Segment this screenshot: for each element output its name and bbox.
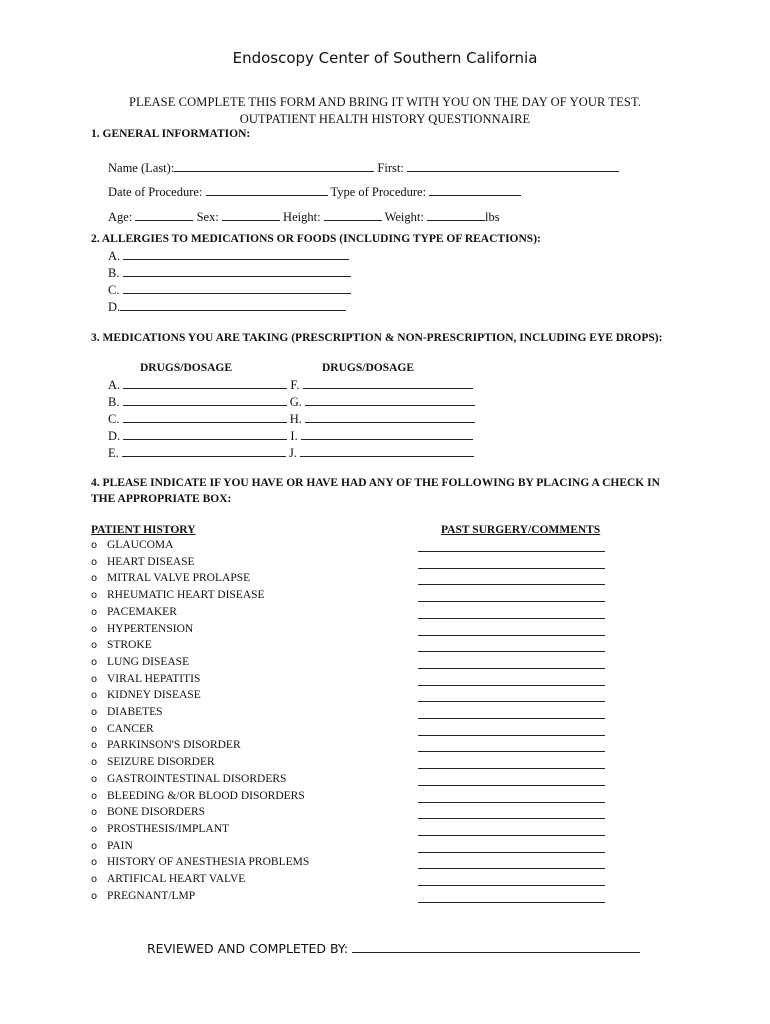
history-item-label: MITRAL VALVE PROLAPSE bbox=[107, 572, 251, 585]
comment-field[interactable] bbox=[418, 700, 605, 702]
history-item bbox=[91, 873, 245, 885]
history-item-label: SEIZURE DISORDER bbox=[107, 756, 215, 769]
comment-field[interactable] bbox=[418, 667, 605, 669]
checkbox-bullet[interactable]: o bbox=[91, 740, 98, 752]
allergy-field[interactable] bbox=[120, 299, 346, 311]
allergy-label: A. bbox=[108, 249, 121, 263]
type-of-procedure-label: Type of Procedure: bbox=[330, 185, 427, 199]
patient-history-header: PATIENT HISTORY bbox=[91, 524, 196, 536]
medication-field[interactable] bbox=[122, 445, 286, 457]
allergy-row bbox=[108, 299, 346, 315]
medication-row bbox=[108, 394, 475, 410]
past-surgery-header: PAST SURGERY/COMMENTS bbox=[441, 524, 601, 536]
height-field[interactable] bbox=[324, 209, 382, 221]
checkbox-bullet[interactable]: o bbox=[91, 857, 98, 869]
form-subtitle: OUTPATIENT HEALTH HISTORY QUESTIONNAIRE bbox=[239, 112, 531, 126]
medication-label: E. bbox=[108, 446, 119, 460]
comment-field[interactable] bbox=[418, 550, 605, 552]
checkbox-bullet[interactable]: o bbox=[91, 540, 98, 551]
comment-field[interactable] bbox=[418, 784, 605, 786]
comment-field[interactable] bbox=[418, 767, 605, 769]
history-item-label: HISTORY OF ANESTHESIA PROBLEMS bbox=[107, 856, 310, 869]
history-item-label: KIDNEY DISEASE bbox=[107, 689, 201, 702]
checkbox-bullet[interactable]: o bbox=[91, 807, 98, 819]
medication-field[interactable] bbox=[301, 428, 473, 440]
history-item bbox=[91, 890, 195, 902]
medication-field[interactable] bbox=[123, 428, 287, 440]
history-item-label: ARTIFICAL HEART VALVE bbox=[107, 873, 246, 885]
history-item bbox=[91, 623, 193, 635]
allergy-row bbox=[108, 265, 351, 281]
history-item-label: BONE DISORDERS bbox=[107, 806, 206, 819]
history-item bbox=[91, 856, 309, 868]
checkbox-bullet[interactable]: o bbox=[91, 790, 98, 802]
medication-field[interactable] bbox=[123, 411, 287, 423]
name-last-field[interactable] bbox=[174, 160, 374, 172]
weight-label: Weight: bbox=[384, 210, 424, 224]
comment-field[interactable] bbox=[418, 884, 605, 886]
medication-row bbox=[108, 377, 473, 393]
name-last-label: Name (Last): bbox=[108, 161, 175, 175]
comment-field[interactable] bbox=[418, 717, 605, 719]
reviewed-by-label: REVIEWED AND COMPLETED BY: bbox=[147, 941, 349, 956]
comment-field[interactable] bbox=[418, 817, 605, 819]
sex-label: Sex: bbox=[196, 210, 219, 224]
checkbox-bullet[interactable]: o bbox=[91, 707, 98, 718]
history-item-label: STROKE bbox=[107, 639, 152, 652]
comment-field[interactable] bbox=[418, 851, 605, 853]
allergy-label: C. bbox=[108, 283, 120, 297]
medication-label: A. bbox=[108, 378, 121, 392]
history-item-label: HEART DISEASE bbox=[107, 555, 195, 568]
checkbox-bullet[interactable]: o bbox=[91, 640, 98, 652]
medication-field[interactable] bbox=[123, 377, 287, 389]
comment-field[interactable] bbox=[418, 801, 605, 803]
history-item bbox=[91, 756, 215, 768]
history-item bbox=[91, 706, 163, 718]
history-item bbox=[91, 723, 154, 735]
comment-field[interactable] bbox=[418, 834, 605, 836]
history-item-label: GASTROINTESTINAL DISORDERS bbox=[107, 772, 287, 785]
checkbox-bullet[interactable]: o bbox=[91, 773, 98, 785]
allergy-field[interactable] bbox=[123, 265, 351, 277]
medication-label: C. bbox=[108, 412, 120, 426]
type-of-procedure-field[interactable] bbox=[429, 184, 521, 196]
history-item bbox=[91, 589, 265, 601]
checkbox-bullet[interactable]: o bbox=[91, 890, 98, 902]
section-history-heading-line2: THE APPROPRIATE BOX: bbox=[91, 493, 232, 505]
allergy-row bbox=[108, 282, 351, 298]
checkbox-bullet[interactable]: o bbox=[91, 623, 98, 635]
comment-field[interactable] bbox=[418, 600, 605, 602]
comment-field[interactable] bbox=[418, 684, 605, 686]
checkbox-bullet[interactable]: o bbox=[91, 690, 98, 702]
comment-field[interactable] bbox=[418, 867, 605, 869]
history-item bbox=[91, 823, 229, 835]
history-item-label: LUNG DISEASE bbox=[107, 655, 190, 668]
history-item bbox=[91, 539, 173, 551]
history-item-label: PROSTHESIS/IMPLANT bbox=[107, 822, 230, 835]
medication-label: H. bbox=[289, 412, 302, 426]
medication-label: G. bbox=[289, 395, 302, 409]
history-item-label: RHEUMATIC HEART DISEASE bbox=[107, 589, 265, 602]
allergy-label: D. bbox=[108, 300, 121, 314]
allergy-row bbox=[108, 248, 349, 264]
checkbox-bullet[interactable]: o bbox=[91, 590, 98, 602]
age-field[interactable] bbox=[135, 209, 193, 221]
medication-field[interactable] bbox=[303, 377, 473, 389]
history-item bbox=[91, 689, 201, 701]
lbs-unit: lbs bbox=[484, 210, 500, 224]
checkbox-bullet[interactable]: o bbox=[91, 840, 98, 852]
height-label: Height: bbox=[283, 210, 321, 224]
checkbox-bullet[interactable]: o bbox=[91, 874, 98, 885]
history-item bbox=[91, 556, 195, 568]
sex-field[interactable] bbox=[222, 209, 280, 221]
history-item bbox=[91, 840, 133, 852]
allergy-field[interactable] bbox=[123, 248, 349, 260]
date-of-procedure-field[interactable] bbox=[206, 184, 328, 196]
history-item bbox=[91, 572, 250, 584]
comment-field[interactable] bbox=[418, 634, 605, 636]
procedure-row bbox=[108, 184, 521, 200]
history-item bbox=[91, 773, 286, 785]
medication-label: I. bbox=[290, 429, 298, 443]
checkbox-bullet[interactable]: o bbox=[91, 757, 98, 769]
history-item bbox=[91, 639, 152, 651]
history-item-label: BLEEDING &/OR BLOOD DISORDERS bbox=[107, 789, 305, 802]
history-item bbox=[91, 606, 177, 618]
comment-field[interactable] bbox=[418, 567, 605, 569]
history-item bbox=[91, 656, 189, 668]
name-row bbox=[108, 160, 619, 176]
checkbox-bullet[interactable]: o bbox=[91, 673, 98, 685]
history-item-label: HYPERTENSION bbox=[107, 622, 194, 635]
comment-field[interactable] bbox=[418, 750, 605, 752]
history-item bbox=[91, 673, 200, 685]
comment-field[interactable] bbox=[418, 617, 605, 619]
checkbox-bullet[interactable]: o bbox=[91, 556, 98, 568]
history-item-label: PAIN bbox=[107, 839, 133, 852]
first-name-label: First: bbox=[377, 161, 404, 175]
history-item-label: DIABETES bbox=[107, 706, 163, 718]
medication-label: D. bbox=[108, 429, 121, 443]
drugs-dosage-header-right: DRUGS/DOSAGE bbox=[322, 362, 415, 374]
first-name-field[interactable] bbox=[407, 160, 619, 172]
section-allergies-heading: 2. ALLERGIES TO MEDICATIONS OR FOODS (INCLUDING TYPE OF REACTIONS): bbox=[91, 233, 541, 245]
history-item-label: CANCER bbox=[107, 722, 154, 735]
medication-label: F. bbox=[290, 378, 300, 392]
checkbox-bullet[interactable]: o bbox=[91, 573, 98, 585]
medication-field[interactable] bbox=[305, 394, 475, 406]
comment-field[interactable] bbox=[418, 901, 605, 903]
history-item-label: PREGNANT/LMP bbox=[107, 889, 196, 902]
reviewed-by-row bbox=[147, 940, 640, 956]
medication-row bbox=[108, 428, 473, 444]
comment-field[interactable] bbox=[418, 734, 605, 736]
history-item-label: PARKINSON'S DISORDER bbox=[107, 739, 241, 752]
section-general-heading: 1. GENERAL INFORMATION: bbox=[91, 128, 251, 140]
comment-field[interactable] bbox=[418, 583, 605, 585]
checkbox-bullet[interactable]: o bbox=[91, 823, 98, 835]
section-history-heading-line1: 4. PLEASE INDICATE IF YOU HAVE OR HAVE HAD ANY OF THE FOLLOWING BY PLACING A CHECK IN bbox=[91, 477, 660, 489]
drugs-dosage-header-left: DRUGS/DOSAGE bbox=[140, 362, 233, 374]
age-label: Age: bbox=[108, 210, 133, 224]
reviewed-by-field[interactable] bbox=[352, 940, 640, 953]
medication-field[interactable] bbox=[123, 394, 287, 406]
vitals-row bbox=[108, 209, 500, 225]
date-of-procedure-label: Date of Procedure: bbox=[108, 185, 203, 199]
history-item-label: GLAUCOMA bbox=[107, 539, 174, 551]
comment-field[interactable] bbox=[418, 650, 605, 652]
page-title: Endoscopy Center of Southern California bbox=[232, 49, 538, 67]
history-item-label: VIRAL HEPATITIS bbox=[107, 672, 201, 685]
medication-field[interactable] bbox=[305, 411, 475, 423]
medication-label: J. bbox=[289, 446, 298, 460]
medication-row bbox=[108, 445, 474, 461]
history-item bbox=[91, 790, 305, 802]
history-item bbox=[91, 806, 205, 818]
allergy-field[interactable] bbox=[123, 282, 351, 294]
medication-field[interactable] bbox=[300, 445, 474, 457]
checkbox-bullet[interactable]: o bbox=[91, 606, 98, 618]
medication-label: B. bbox=[108, 395, 120, 409]
form-instruction: PLEASE COMPLETE THIS FORM AND BRING IT WITH YOU ON THE DAY OF YOUR TEST. bbox=[129, 95, 641, 109]
allergy-label: B. bbox=[108, 266, 120, 280]
checkbox-bullet[interactable]: o bbox=[91, 723, 98, 735]
history-item bbox=[91, 739, 241, 751]
section-medications-heading: 3. MEDICATIONS YOU ARE TAKING (PRESCRIPTION & NON-PRESCRIPTION, INCLUDING EYE DROPS): bbox=[91, 332, 663, 344]
history-item-label: PACEMAKER bbox=[107, 605, 177, 618]
weight-field[interactable] bbox=[427, 209, 485, 221]
checkbox-bullet[interactable]: o bbox=[91, 656, 98, 668]
medication-row bbox=[108, 411, 475, 427]
